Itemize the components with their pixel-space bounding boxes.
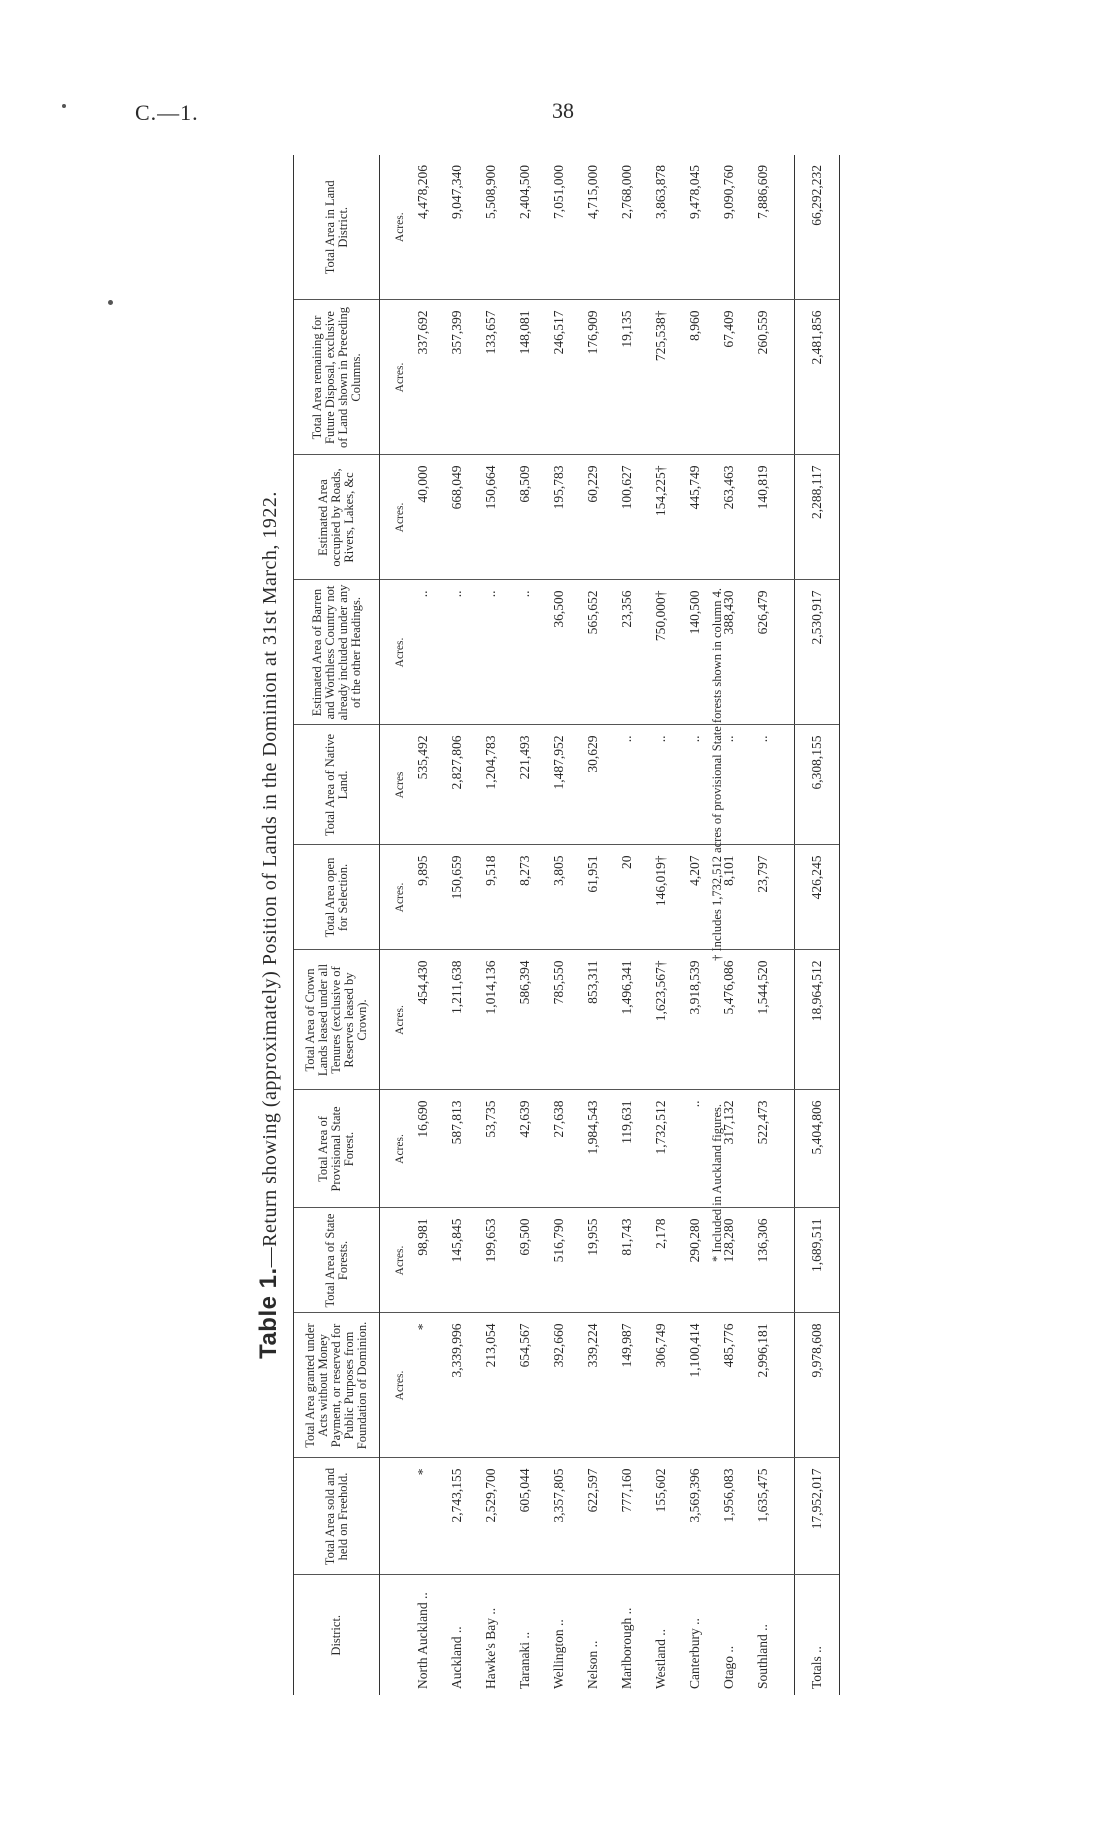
table-cell: 750,000† <box>644 580 678 725</box>
table-cell: 388,430 <box>712 580 746 725</box>
table-row <box>440 155 474 1695</box>
table-cell: 155,602 <box>644 1458 678 1575</box>
table-cell: 19,955 <box>576 1208 610 1313</box>
table-cell: 27,638 <box>542 1090 576 1208</box>
table-cell: Otago .. <box>721 1645 736 1689</box>
page-number: 38 <box>552 98 574 123</box>
table-row <box>474 155 508 1695</box>
table-cell: 146,019† <box>644 845 678 950</box>
table-cell: 8,273 <box>508 845 542 950</box>
table-cell: Hawke's Bay .. <box>483 1607 498 1689</box>
rotated-table-region <box>255 155 824 1695</box>
table-cell: 565,652 <box>576 580 610 725</box>
table-cell: 263,463 <box>712 455 746 580</box>
table-cell: 654,567 <box>508 1313 542 1458</box>
totals-row <box>795 155 840 1695</box>
table-cell: 586,394 <box>508 950 542 1090</box>
column-header: Total Area of State Forests. <box>294 1208 380 1313</box>
table-cell: 19,135 <box>610 300 644 455</box>
table-cell: 199,653 <box>474 1208 508 1313</box>
table-cell: 98,981 <box>406 1208 440 1313</box>
table-row <box>542 155 576 1695</box>
table-cell: 149,987 <box>610 1313 644 1458</box>
table-cell: 176,909 <box>576 300 610 455</box>
table-cell: 587,813 <box>440 1090 474 1208</box>
table-cell: Acres. <box>380 1090 407 1208</box>
table-cell: 23,356 <box>610 580 644 725</box>
table-cell: 60,229 <box>576 455 610 580</box>
table-cell <box>380 1458 407 1575</box>
table-cell <box>780 725 795 845</box>
table-cell: 1,211,638 <box>440 950 474 1090</box>
table-row <box>508 155 542 1695</box>
paper-speck <box>62 104 66 108</box>
table-cell: * <box>406 1313 440 1458</box>
table-cell: 9,478,045 <box>678 155 712 300</box>
table-title <box>255 155 283 1695</box>
table-cell: 67,409 <box>712 300 746 455</box>
table-cell: 23,797 <box>746 845 780 950</box>
table-cell <box>780 1458 795 1575</box>
column-header: Total Area open for Selection. <box>294 845 380 950</box>
table-cell: Taranaki .. <box>517 1631 532 1689</box>
table-cell: 150,659 <box>440 845 474 950</box>
table-cell: Acres. <box>380 845 407 950</box>
table-cell: 136,306 <box>746 1208 780 1313</box>
table-cell: 20 <box>610 845 644 950</box>
table-cell: 128,280 <box>712 1208 746 1313</box>
table-cell: Acres <box>380 725 407 845</box>
table-cell: .. <box>678 725 712 845</box>
table-row <box>678 155 712 1695</box>
table-cell: 1,732,512 <box>644 1090 678 1208</box>
table-cell: 30,629 <box>576 725 610 845</box>
table-cell: 2,768,000 <box>610 155 644 300</box>
table-cell: 1,496,341 <box>610 950 644 1090</box>
table-cell: 150,664 <box>474 455 508 580</box>
table-cell: 1,689,511 <box>795 1208 840 1313</box>
table-row <box>576 155 610 1695</box>
table-cell: Marlborough .. <box>619 1607 634 1689</box>
table-cell: 7,886,609 <box>746 155 780 300</box>
table-cell: 306,749 <box>644 1313 678 1458</box>
table-cell: 626,479 <box>746 580 780 725</box>
table-cell: 725,538† <box>644 300 678 455</box>
table-cell: 853,311 <box>576 950 610 1090</box>
table-cell: 221,493 <box>508 725 542 845</box>
table-cell: 9,518 <box>474 845 508 950</box>
table-cell: 3,339,996 <box>440 1313 474 1458</box>
table-body <box>380 155 840 1695</box>
table-row <box>406 155 440 1695</box>
table-cell: 3,805 <box>542 845 576 950</box>
table-row <box>610 155 644 1695</box>
table-cell: 61,951 <box>576 845 610 950</box>
table-cell: 1,623,567† <box>644 950 678 1090</box>
table-cell <box>780 580 795 725</box>
table-cell: 81,743 <box>610 1208 644 1313</box>
footnotes <box>710 155 725 1695</box>
table-cell: 2,743,155 <box>440 1458 474 1575</box>
page-code: C.—1. <box>135 100 199 125</box>
table-cell <box>780 950 795 1090</box>
table-row <box>746 155 780 1695</box>
table-cell: 40,000 <box>406 455 440 580</box>
table-cell: Auckland .. <box>449 1626 464 1689</box>
table-cell: 17,952,017 <box>795 1458 840 1575</box>
table-cell: .. <box>678 1090 712 1208</box>
table-cell: 445,749 <box>678 455 712 580</box>
table-cell: 133,657 <box>474 300 508 455</box>
table-cell: 1,956,083 <box>712 1458 746 1575</box>
table-cell <box>780 1090 795 1208</box>
table-cell: Acres. <box>380 455 407 580</box>
table-cell: .. <box>474 580 508 725</box>
table-cell: Southland .. <box>755 1624 770 1689</box>
table-cell: Wellington .. <box>551 1619 566 1689</box>
table-cell: 195,783 <box>542 455 576 580</box>
table-cell: 18,964,512 <box>795 950 840 1090</box>
table-cell: 668,049 <box>440 455 474 580</box>
table-row <box>644 155 678 1695</box>
column-header: Estimated Area occupied by Roads, Rivers, Lakes, &c <box>294 455 380 580</box>
table-cell: 36,500 <box>542 580 576 725</box>
table-cell: 357,399 <box>440 300 474 455</box>
header-row <box>294 155 380 1695</box>
column-header: Total Area granted under Acts without Money Payment, or reserved for Public Purposes from Foundation of Dominion. <box>294 1313 380 1458</box>
table-cell: 605,044 <box>508 1458 542 1575</box>
table-cell: 4,715,000 <box>576 155 610 300</box>
table-cell: 1,635,475 <box>746 1458 780 1575</box>
table-cell: Nelson .. <box>585 1640 600 1689</box>
table-caption: —Return showing (approximately) Position of Lands in the Dominion at 31st March, 1922. <box>259 491 281 1268</box>
column-header: Total Area remaining for Future Disposal, exclusive of Land shown in Preceding Columns. <box>294 300 380 455</box>
table-cell: 1,487,952 <box>542 725 576 845</box>
table-cell: 454,430 <box>406 950 440 1090</box>
table-cell: 2,481,856 <box>795 300 840 455</box>
table-cell: 140,500 <box>678 580 712 725</box>
table-cell: 9,895 <box>406 845 440 950</box>
table-cell: 5,508,900 <box>474 155 508 300</box>
footnote-auckland: * Included in Auckland figures. <box>710 1104 724 1262</box>
table-cell: .. <box>508 580 542 725</box>
column-header: Estimated Area of Barren and Worthless Country not already included under any of the other Headings. <box>294 580 380 725</box>
table-cell: 485,776 <box>712 1313 746 1458</box>
table-cell: * <box>406 1458 440 1575</box>
table-cell: 9,090,760 <box>712 155 746 300</box>
column-header: Total Area in Land District. <box>294 155 380 300</box>
table-cell <box>780 155 795 300</box>
table-cell: 2,529,700 <box>474 1458 508 1575</box>
table-cell: Westland .. <box>653 1628 668 1689</box>
table-cell: 2,827,806 <box>440 725 474 845</box>
table-cell: 9,047,340 <box>440 155 474 300</box>
table-cell: 8,960 <box>678 300 712 455</box>
units-row <box>380 155 407 1695</box>
spacer-row <box>780 155 795 1695</box>
table-cell: 68,509 <box>508 455 542 580</box>
table-cell: 2,288,117 <box>795 455 840 580</box>
table-cell: Acres. <box>380 580 407 725</box>
table-cell: 2,996,181 <box>746 1313 780 1458</box>
table-cell <box>780 845 795 950</box>
table-cell: 53,735 <box>474 1090 508 1208</box>
land-position-table <box>293 155 840 1695</box>
table-cell: .. <box>406 580 440 725</box>
table-cell: 140,819 <box>746 455 780 580</box>
table-cell: .. <box>644 725 678 845</box>
table-cell: 337,692 <box>406 300 440 455</box>
table-cell: 4,207 <box>678 845 712 950</box>
column-header: Total Area sold and held on Freehold. <box>294 1458 380 1575</box>
table-cell: Acres. <box>380 1313 407 1458</box>
table-cell: 154,225† <box>644 455 678 580</box>
table-cell: 3,918,539 <box>678 950 712 1090</box>
table-cell: 3,863,878 <box>644 155 678 300</box>
table-cell: 1,984,543 <box>576 1090 610 1208</box>
table-cell <box>780 455 795 580</box>
table-cell: 339,224 <box>576 1313 610 1458</box>
table-cell: 69,500 <box>508 1208 542 1313</box>
table-cell: Acres. <box>380 1208 407 1313</box>
table-cell: 392,660 <box>542 1313 576 1458</box>
table-cell: 213,054 <box>474 1313 508 1458</box>
table-cell: 2,530,917 <box>795 580 840 725</box>
table-cell: 16,690 <box>406 1090 440 1208</box>
table-cell: .. <box>746 725 780 845</box>
table-cell: 1,014,136 <box>474 950 508 1090</box>
table-cell: 4,478,206 <box>406 155 440 300</box>
footnote-provisional-forests: † Includes 1,732,512 acres of provisional State forests shown in column 4. <box>710 588 724 961</box>
table-cell: 3,569,396 <box>678 1458 712 1575</box>
table-cell: 3,357,805 <box>542 1458 576 1575</box>
table-cell: 290,280 <box>678 1208 712 1313</box>
table-cell: 516,790 <box>542 1208 576 1313</box>
table-cell: 5,404,806 <box>795 1090 840 1208</box>
paper-speck <box>108 300 113 305</box>
table-cell: 622,597 <box>576 1458 610 1575</box>
table-cell: 145,845 <box>440 1208 474 1313</box>
table-cell: 785,550 <box>542 950 576 1090</box>
table-label: Table 1. <box>255 1267 282 1359</box>
table-cell <box>380 1575 407 1695</box>
table-cell: North Auckland .. <box>415 1592 430 1689</box>
table-cell: 9,978,608 <box>795 1313 840 1458</box>
table-cell: 2,404,500 <box>508 155 542 300</box>
table-cell: 246,517 <box>542 300 576 455</box>
table-cell: 5,476,086 <box>712 950 746 1090</box>
table-cell: Acres. <box>380 155 407 300</box>
table-cell: 2,178 <box>644 1208 678 1313</box>
column-header: Total Area of Crown Lands leased under all Tenures (exclusive of Reserves leased by Crown). <box>294 950 380 1090</box>
table-cell <box>780 1208 795 1313</box>
table-cell <box>780 1575 795 1695</box>
table-cell: 100,627 <box>610 455 644 580</box>
column-header: Total Area of Native Land. <box>294 725 380 845</box>
table-cell: 535,492 <box>406 725 440 845</box>
table-cell: 426,245 <box>795 845 840 950</box>
table-cell: .. <box>712 725 746 845</box>
table-cell: .. <box>440 580 474 725</box>
table-cell: 148,081 <box>508 300 542 455</box>
table-cell: 8,101 <box>712 845 746 950</box>
table-cell: 42,639 <box>508 1090 542 1208</box>
column-header: District. <box>294 1575 380 1695</box>
table-cell: 6,308,155 <box>795 725 840 845</box>
table-cell: 777,160 <box>610 1458 644 1575</box>
table-cell: Acres. <box>380 300 407 455</box>
table-cell: 7,051,000 <box>542 155 576 300</box>
table-cell: 1,204,783 <box>474 725 508 845</box>
table-cell: .. <box>610 725 644 845</box>
table-cell: 1,544,520 <box>746 950 780 1090</box>
table-cell: Canterbury .. <box>687 1618 702 1689</box>
table-cell: 260,559 <box>746 300 780 455</box>
table-cell: 317,132 <box>712 1090 746 1208</box>
table-cell: Acres. <box>380 950 407 1090</box>
table-cell <box>780 1313 795 1458</box>
table-cell: 522,473 <box>746 1090 780 1208</box>
column-header: Total Area of Provisional State Forest. <box>294 1090 380 1208</box>
table-cell: Totals .. <box>795 1575 840 1695</box>
table-cell <box>780 300 795 455</box>
table-cell: 119,631 <box>610 1090 644 1208</box>
land-position-table-wrap <box>293 155 840 1695</box>
table-cell: 1,100,414 <box>678 1313 712 1458</box>
table-cell: 66,292,232 <box>795 155 840 300</box>
